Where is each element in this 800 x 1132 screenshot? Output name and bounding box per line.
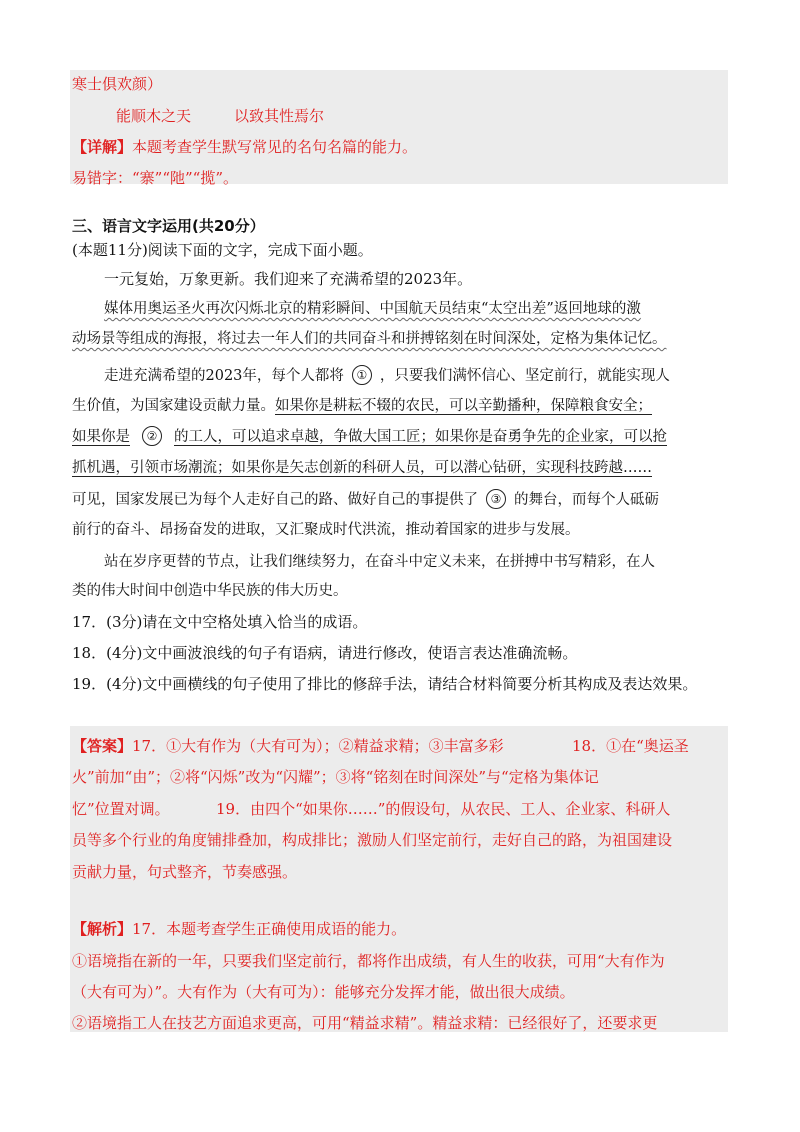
passage-p3-line2 — [72, 396, 652, 416]
passage-p3-line3 — [72, 426, 667, 447]
blank-2-mark: ② — [142, 426, 162, 446]
passage-p3-line4: 抓机遇，引领市场潮流；如果你是矢志创新的科研人员，可以潜心钻研，实现科技跨越…… — [72, 460, 652, 476]
passage-p4-line2: 类的伟大时间中创造中华民族的伟大历史。 — [72, 583, 348, 599]
passage-p4-line1: 站在岁序更替的节点，让我们继续努力，在奋斗中定义未来，在拼搏中书写精彩，在人 — [104, 554, 655, 570]
answer-line-1 — [72, 736, 504, 756]
section-heading: 三、语言文字运用(共20分） — [72, 217, 265, 235]
passage-p1: 一元复始，万象更新。我们迎来了充满希望的2023年。 — [104, 270, 473, 288]
answer-17: 17．①大有作为（大有可为）；②精益求精；③丰富多彩 — [132, 737, 504, 755]
passage-p3-line6: 前行的奋斗、昂扬奋发的进取，又汇聚成时代洪流，推动着国家的进步与发展。 — [72, 522, 580, 538]
top-line-2a: 能顺木之天 — [116, 107, 192, 125]
blank-2 — [130, 426, 174, 447]
answer-line-3b: 19．由四个“如果你……”的假设句，从农民、工人、企业家、科研人 — [216, 800, 671, 818]
error-chars-line: 易错字：“寨”“阤”“揽”。 — [72, 169, 239, 187]
section-intro: (本题11分)阅读下面的文字，完成下面小题。 — [72, 241, 373, 259]
p3-line2-underlined: 如果你是耕耘不辍的农民，可以辛勤播种，保障粮食安全； — [275, 398, 652, 414]
analysis-line-3: （大有可为）”。大有作为（大有可为）：能够充分发挥才能，做出很大成绩。 — [72, 983, 575, 1001]
passage-p2-line1: 媒体用奥运圣火再次闪烁北京的精彩瞬间、中国航天员结束“太空出差”返回地球的激 — [104, 301, 641, 317]
detail-label: 【详解】 — [72, 138, 133, 156]
top-line-1: 寒士俱欢颜） — [72, 75, 163, 93]
passage-p3-line5 — [72, 489, 659, 510]
analysis-17: 17．本题考查学生正确使用成语的能力。 — [132, 920, 407, 938]
analysis-line-1 — [72, 919, 406, 939]
analysis-line-4: ②语境指工人在技艺方面追求更高，可用“精益求精”。精益求精：已经很好了，还要求更 — [72, 1014, 658, 1032]
answer-line-2: 火”前加“由”；②将“闪烁”改为“闪耀”；③将“铭刻在时间深处”与“定格为集体记 — [72, 768, 599, 786]
answer-18-start: 18．①在“奥运圣 — [572, 737, 689, 755]
top-answer-box — [70, 70, 728, 184]
answer-label: 【答案】 — [72, 737, 133, 755]
analysis-line-2: ①语境指在新的一年，只要我们坚定前行，都将作出成绩，有人生的收获，可用“大有作为 — [72, 952, 665, 970]
analysis-label: 【解析】 — [72, 920, 133, 938]
answer-line-3a: 忆”位置对调。 — [72, 800, 170, 818]
question-18: 18．(4分)文中画波浪线的句子有语病，请进行修改，使语言表达准确流畅。 — [72, 644, 578, 662]
p3-line5-text-b: 的舞台，而每个人砥砺 — [514, 492, 659, 508]
p3-line3-text-a: 如果你是 — [72, 429, 130, 445]
question-19: 19．(4分)文中画横线的句子使用了排比的修辞手法，请结合材料简要分析其构成及表达效果。 — [72, 675, 698, 693]
top-line-2b: 以致其性焉尔 — [234, 107, 325, 125]
p3-line3-text-b: 的工人，可以追求卓越，争做大国工匠；如果你是奋勇争先的企业家，可以抢 — [174, 429, 667, 445]
passage-p2-line2: 动场景等组成的海报，将过去一年人们的共同奋斗和拼搏铭刻在时间深处，定格为集体记忆。 — [72, 331, 667, 347]
blank-3-mark: ③ — [486, 489, 506, 509]
blank-1 — [344, 365, 380, 386]
question-17: 17．(3分)请在文中空格处填入恰当的成语。 — [72, 613, 368, 631]
blank-3 — [478, 489, 514, 510]
answer-line-5: 贡献力量，句式整齐，节奏感强。 — [72, 863, 298, 881]
blank-1-mark: ① — [352, 365, 372, 385]
p3-line1-text-b: ，只要我们满怀信心、坚定前行，就能实现人 — [379, 368, 670, 384]
p3-line2-text-a: 生价值，为国家建设贡献力量。 — [72, 398, 275, 414]
passage-p3-line1 — [104, 365, 670, 386]
answer-line-4: 员等多个行业的角度铺排叠加，构成排比；激励人们坚定前行，走好自己的路，为祖国建设 — [72, 831, 673, 849]
detail-line — [72, 137, 417, 157]
detail-text: 本题考查学生默写常见的名句名篇的能力。 — [132, 138, 418, 156]
p3-line5-text-a: 可见，国家发展已为每个人走好自己的路、做好自己的事提供了 — [72, 492, 478, 508]
p3-line1-text-a: 走进充满希望的2023年，每个人都将 — [104, 368, 344, 384]
